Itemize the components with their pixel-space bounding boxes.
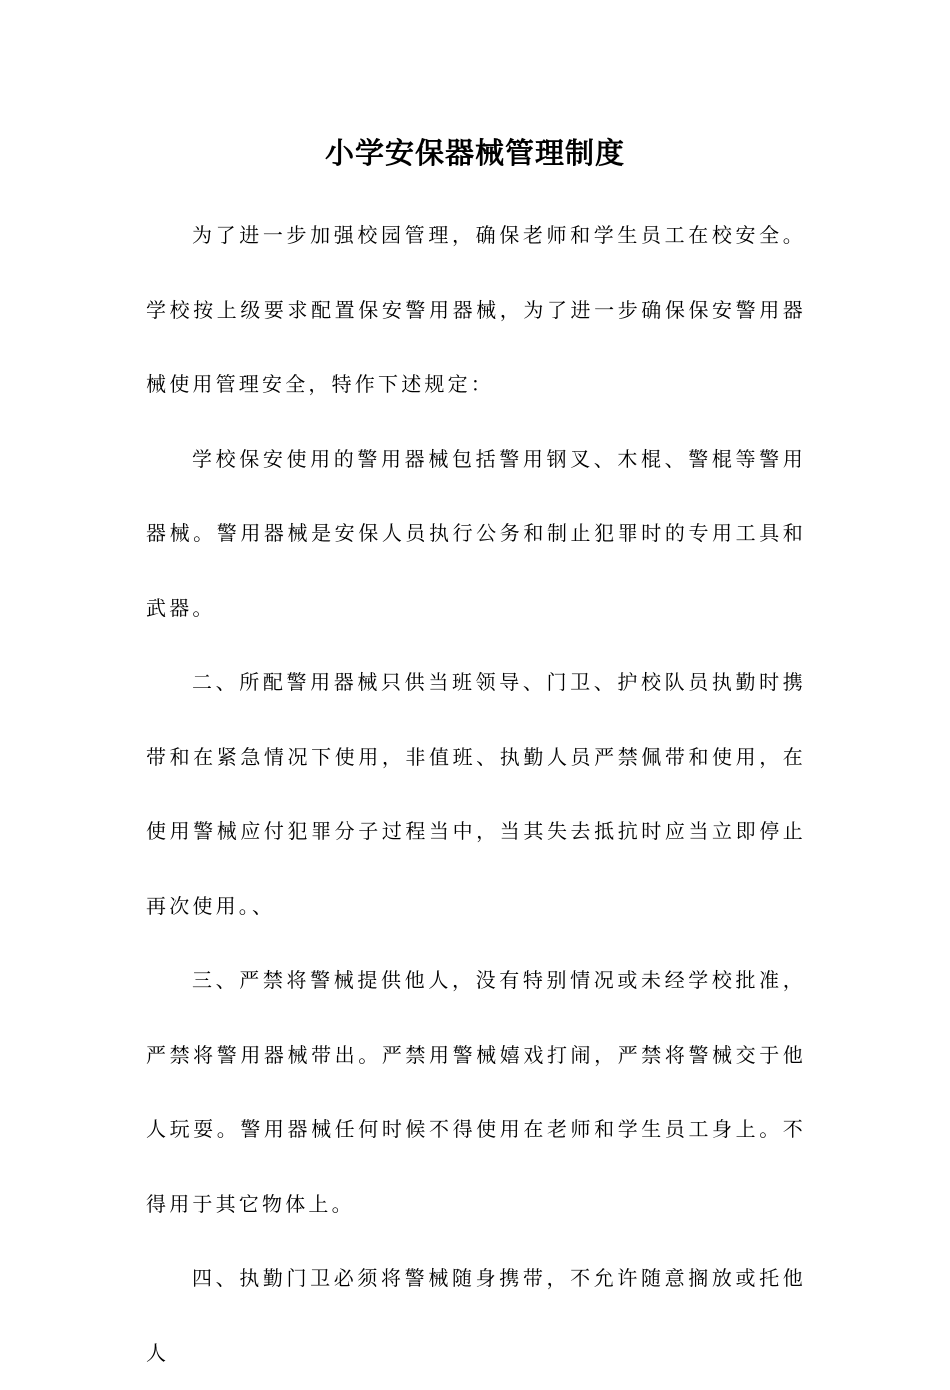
document-body [146, 198, 806, 1390]
paragraph-item-4: 四、执勤门卫必须将警械随身携带，不允许随意搁放或托他人 [146, 1266, 806, 1365]
paragraph-intro: 为了进一步加强校园管理，确保老师和学生员工在校安全。学校按上级要求配置保安警用器械，为了进一步确保保安警用器械使用管理安全，特作下述规定： [146, 223, 806, 396]
document-title: 小学安保器械管理制度 [324, 136, 625, 170]
paragraph-item-3: 三、严禁将警械提供他人，没有特别情况或未经学校批准，严禁将警用器械带出。严禁用警械嬉戏打闹，严禁将警械交于他人玩耍。警用器械任何时候不得使用在老师和学生员工身上。不得用于其它物体上。 [146, 968, 806, 1216]
paragraph-item-2: 二、所配警用器械只供当班领导、门卫、护校队员执勤时携带和在紧急情况下使用，非值班、执勤人员严禁佩带和使用，在使用警械应付犯罪分子过程当中，当其失去抵抗时应当立即停止再次使用。、 [146, 670, 806, 918]
paragraph-item-1: 学校保安使用的警用器械包括警用钢叉、木棍、警棍等警用器械。警用器械是安保人员执行公务和制止犯罪时的专用工具和武器。 [146, 446, 806, 620]
